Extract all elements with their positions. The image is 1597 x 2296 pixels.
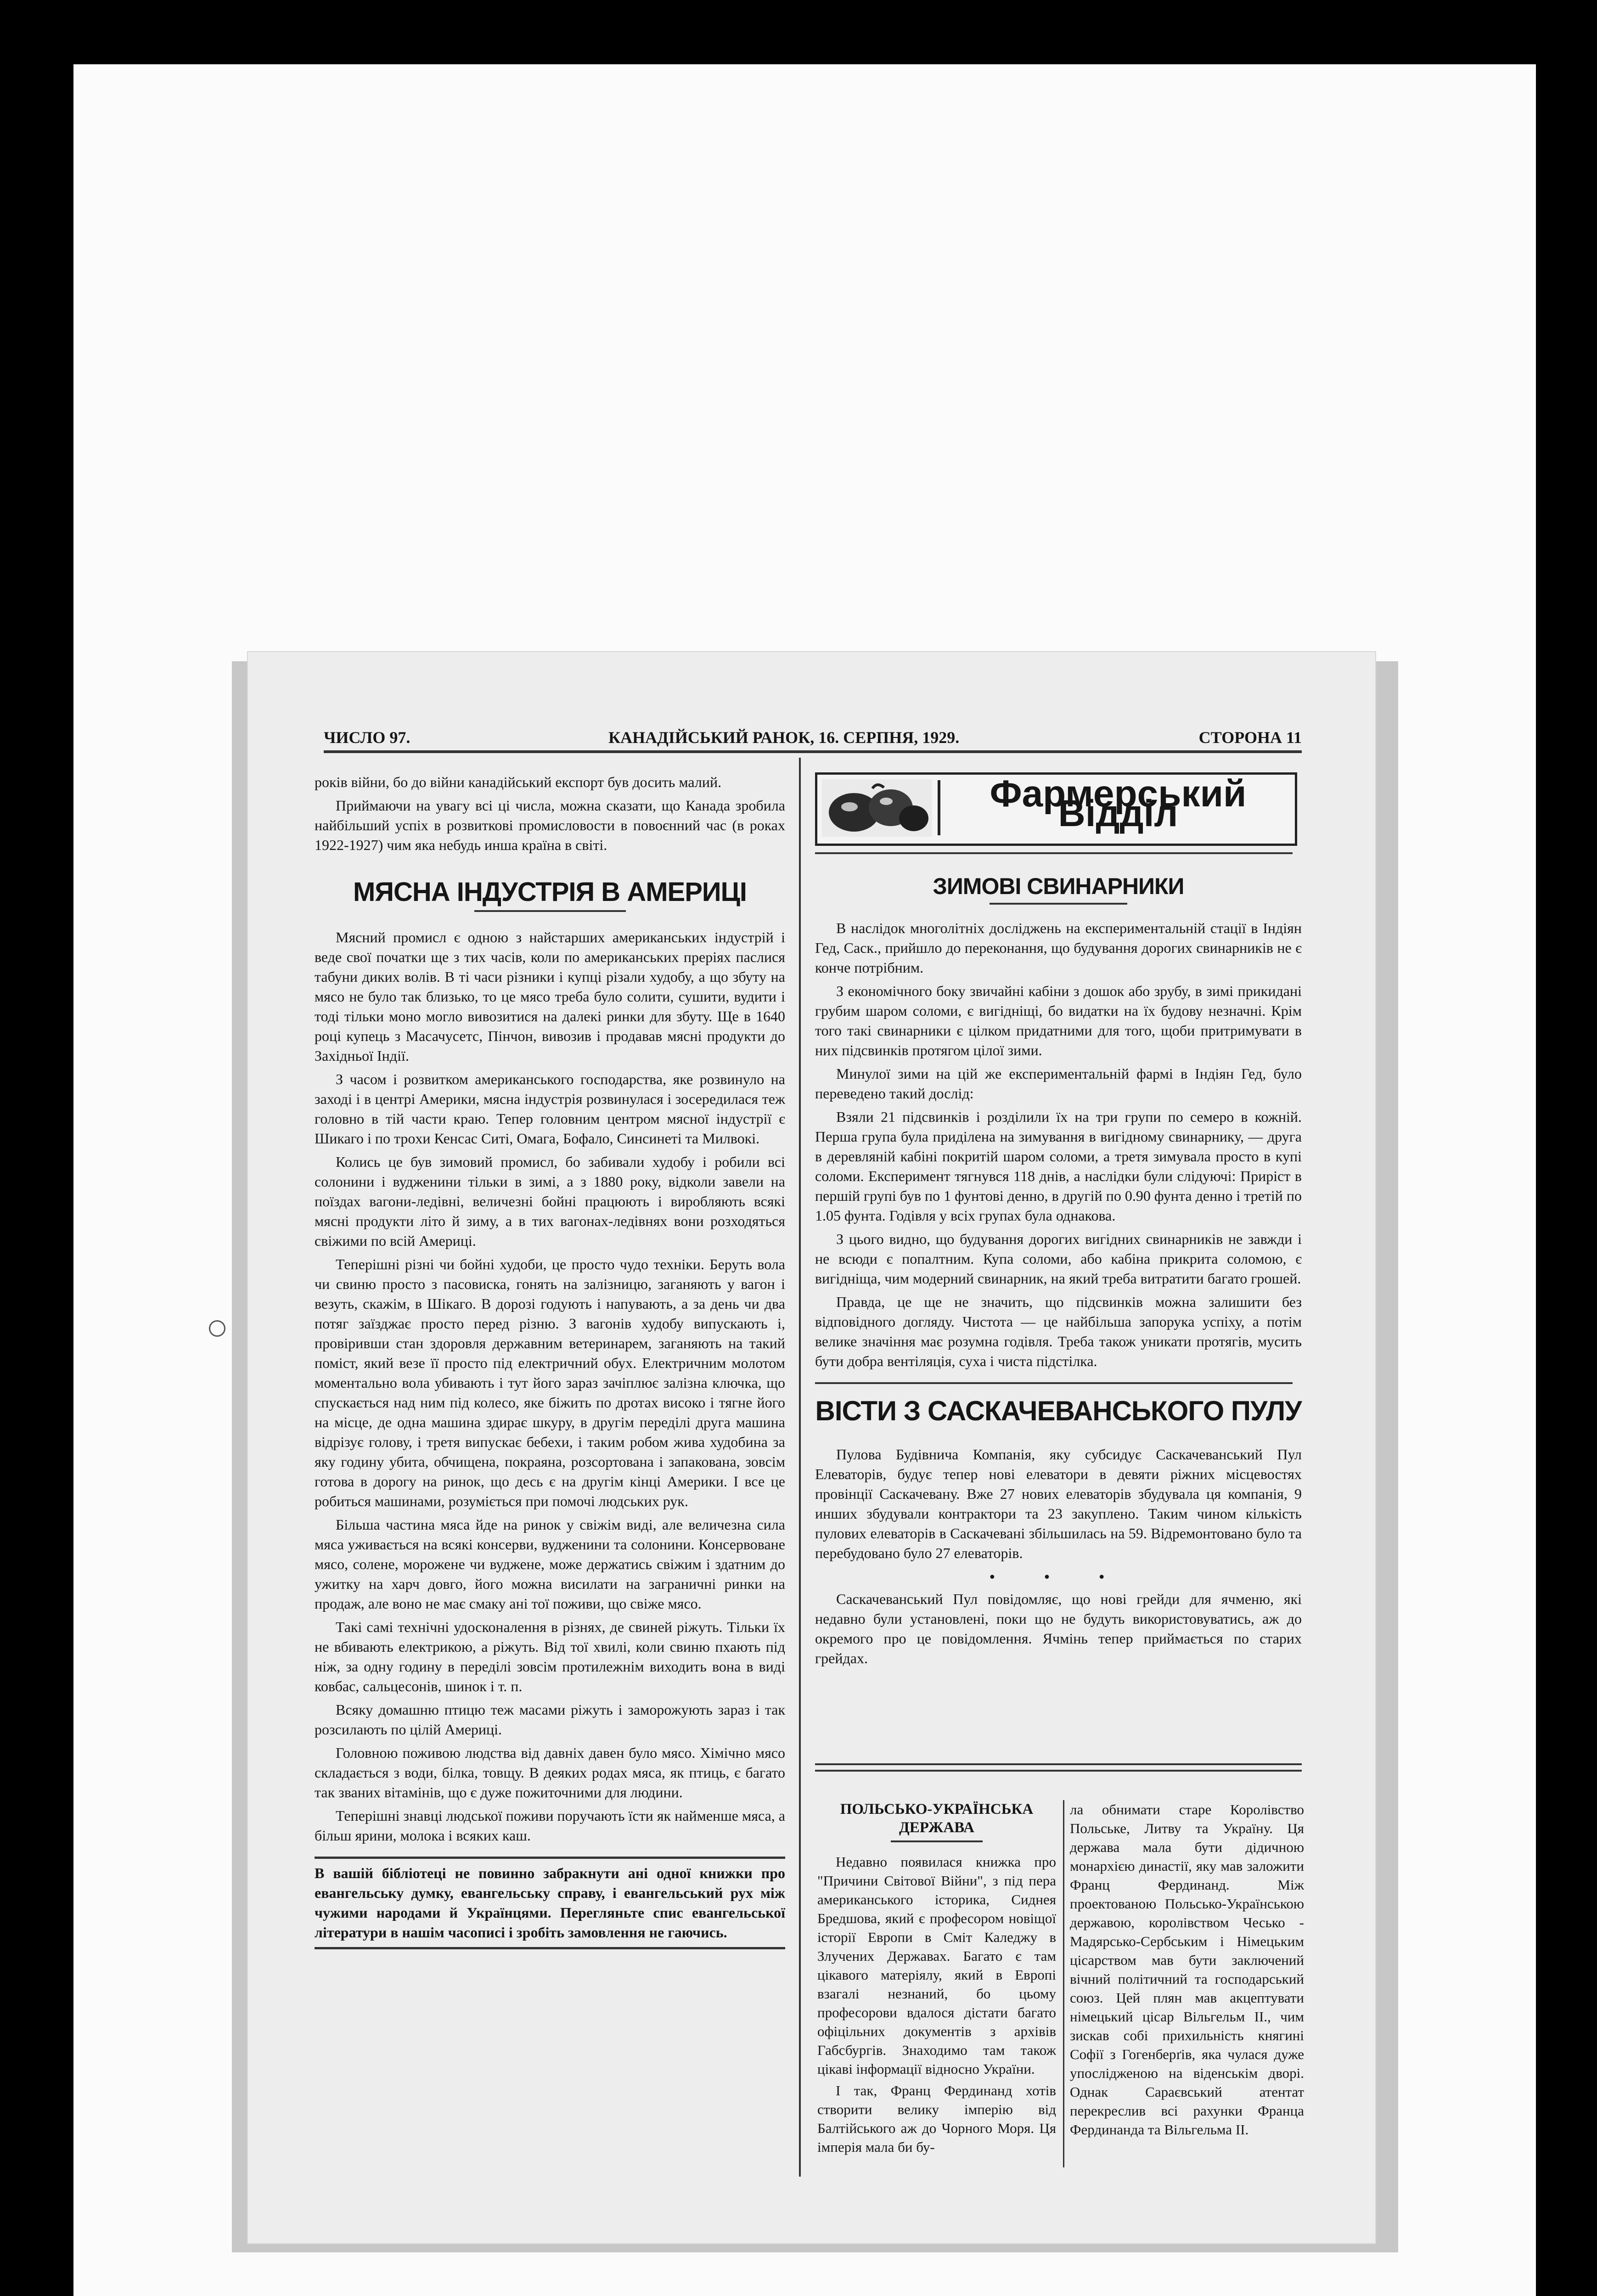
- page-header: [324, 728, 1302, 746]
- margin-mark: [209, 1320, 225, 1337]
- article-title-winter-pigsties: ЗИМОВІ СВИНАРНИКИ: [933, 873, 1184, 899]
- article-title-sask-pool: ВІСТИ З САСКАЧЕВАНСЬКОГО ПУЛУ: [815, 1396, 1302, 1426]
- article-paragraph: Саскачеванський Пул повідомляє, що нові грейди для ячменю, які недавно були установлені, поки що не будуть використовуватись, аж до окремого про це повідомлення. Ячмінь тепер приймається по старих грейдах.: [815, 1591, 1302, 1666]
- left-column: [315, 772, 785, 1949]
- article-paragraph: Всяку домашню птицю теж масами ріжуть і заморожують зараз і так розсилають по цілій Америці.: [315, 1701, 785, 1738]
- paper-title-date: КАНАДІЙСЬКИЙ РАНОК, 16. СЕРПНЯ, 1929.: [608, 728, 960, 747]
- article-paragraph: Більша частина мяса йде на ринок у свіжім виді, але величезна сила мяса уживається на всякі консерви, вудженини та солонини. Консервоване мясо, солене, морожене чи вуджене, може держатись свіжим і здатним до ужитку на харч довго, його можна висилати на заграничні ринки на продаж, але воно не має смаку ані тої поживи, що свіже мясо.: [315, 1516, 785, 1612]
- article-paragraph: Колись це був зимовий промисл, бо забивали худобу і робили всі солонини і вудженини тільки в зимі, а з 1880 року, відколи завели на поїздах вагони-ледівні, величезні бойні працюють і виробляють всякі мясні продукти літо й зиму, а в тих вагонах-ледівнях вони розходяться свіжими по всій Америці.: [315, 1154, 785, 1249]
- article-paragraph: Головною поживою людства від давніх давен було мясо. Хімічно мясо складається з води, білка, товщу. В деяких родах мяса, як птиць, є багато так званих вітамінів, що є дуже пожиточними для людини.: [315, 1745, 785, 1801]
- farmer-section-banner: [815, 772, 1297, 846]
- double-rule: [815, 1763, 1302, 1772]
- title-underline: [891, 1840, 983, 1842]
- article-paragraph: В наслідок многолітніх досліджень на експериментальній стації в Індіян Гед, Саск., прийшло до переконання, що будування дорогих свинарників не є конче потрібним.: [815, 920, 1302, 976]
- newspaper-page: [248, 652, 1375, 2243]
- column-rule: [799, 758, 801, 2177]
- article-paragraph: З цього видно, що будування дорогих вигідних свинарників не завжди і не всюди є попалтним. Купа соломи, або кабіна прикрита соломою, є вигідніща, чим модерний свинарник, на який треба витратити багато грошей.: [815, 1231, 1302, 1287]
- library-notice: В вашій бібліотеці не повинно забракнути ані одної книжки про евангельську думку, евангельську справу, і евангельський рух між чужими народами й Українцями. Перегляньте спис евангельської літератури в нашім часописі і зробіть замовлення не гаючись.: [315, 1857, 785, 1949]
- subcolumn-rule: [1063, 1800, 1064, 2167]
- article-paragraph: Теперішні знавці людської поживи поручають їсти як найменше мяса, а більш ярини, молока і всяких каш.: [315, 1807, 785, 1844]
- polish-ukrainian-article-right: [1070, 1800, 1304, 2139]
- continued-paragraph: років війни, бо до війни канадійський експорт був досить малий.: [315, 774, 722, 790]
- title-underline: [990, 903, 1127, 905]
- article-paragraph: З часом і розвитком американського господарства, яке розвинуло на заході і в центрі Америки, мясна індустрія розвинулася і зосередилася теж головно в тій части краю. Тепер головним центром мясної індустрії є Шикаго і по троxи Кенсас Ситі, Омага, Бофало, Синсинеті та Милвокі.: [315, 1071, 785, 1147]
- section-divider: [815, 1382, 1293, 1384]
- header-rule: [324, 750, 1302, 753]
- section-stars: • • •: [990, 1568, 1127, 1585]
- article-paragraph: І так, Франц Фердинанд хотів створити велику імперію від Балтійського аж до Чорного Моря. Ця імперія мала би бу-: [817, 2082, 1056, 2155]
- vegetables-illustration-icon: [822, 779, 932, 837]
- article-paragraph: Мясний промисл є одною з найстарших американських індустрій і веде свої початки ще з тих часів, коли по американських преріях паслися табуни диких волів. В ті часи різники і купці різали худобу, а що збуту на мясо не було так близько, то це мясо треба було солити, сушити, вудити і тоді тільки мoно могло вивозитися на далекі ринки для збуту. Ще в 1640 році купець з Масачусетс, Пінчон, вивозив і продавав мясні продукти до Західньої Індії.: [315, 929, 785, 1064]
- continued-paragraph-2: Приймаючи на увагу всі ці числа, можна сказати, що Канада зробила найбільший успіх в розвиткові промисловости в повоєнний час (в роках 1922-1927) чим яка небудь инша країна в світі.: [315, 797, 785, 853]
- banner-title: Фармерський Відділ: [990, 773, 1247, 834]
- article-paragraph: Такі самі технічні удосконалення в різнях, де свиней ріжуть. Тільки їх не вбивають електрикою, а ріжуть. Від тої хвилі, коли свиню пхають під ніж, за одну годину в переділі зовсім протилежнім виходить вона в виді ковбас, сальцесонів, шинок і т. п.: [315, 1619, 785, 1694]
- article-paragraph: ла обнимати старе Королівство Польське, Литву та Україну. Ця держава мала бути дідичною монархією династії, яку мав заложити Франц Фердинанд. Між проектованою Польсько-Українською державою, королівством Чесько - Мадярсько-Сербським і Німецьким цісарством мав бути заключений вічний політичний та господарський союз. Цей плян мав акцептувати німецький цісар Вільгельм II., чим зискав собі прихильність княгині Софії з Гогенберґів, яка чулася дуже упослідженою на віденськім дворі. Однак Сараєвський атентат перекреслив всі рахунки Франца Фердинанда та Вільгельма II.: [1070, 1801, 1304, 2138]
- article-paragraph: З економічного боку звичайні кабіни з дошок або зрубу, в зимі прикидані грубим шаром соломи, є вигідніщі, бо видатки на їх будову незначні. Крім того такі свинарники є цілком придатними для того, щоби притримувати в них підсвинків протягом цілої зими.: [815, 983, 1302, 1058]
- article-paragraph: Пулова Будівнича Компанія, яку субсидує Саскачеванський Пул Елеваторів, будує тепер нові елеватори в девяти ріжних місцевостях провінції Саскачевану. Вже 27 нових елеваторів збудувала ця компанія, 9 инших збудували контрактори та 23 закуплено. Таким чином кількість пулових елеваторів в Саскачевані збільшилась на 59. Відремонтовано було та перебудовано було 27 елеваторів.: [815, 1446, 1302, 1561]
- polish-ukrainian-article-left: [817, 1800, 1056, 2159]
- article-paragraph: Правда, це ще не значить, що підсвинків можна залишити без відповідного догляду. Чистота — це найбільша запорука успіху, а потім велике значіння має розумна годівля. Треба також уникати протягів, мусить бути добра вентіляція, суха і чиста підстілка.: [815, 1294, 1302, 1369]
- article-paragraph: Взяли 21 підсвинків і розділили їх на три групи по семеро в кожній. Перша група була приділена на зимування в вигідному свинарнику, — друга в деревляній кабіні покритій шаром соломи, а третя зимувала просто в купі соломи. Експеримент тягнувся 118 днів, а наслідки були слідуючі: Приріст в першій групі був по 1 фунтові денно, в другій по 0.90 фунта денно і третій по 1.05 фунта. Годівля у всіх групах була однакова.: [815, 1109, 1302, 1224]
- article-paragraph: Недавно появилася книжка про "Причини Світової Війни", з під пера американського історика, Сиднея Бредшова, який є професором новіщої історії Европи в Сміт Каледжу в Злучених Державах. Багато є там цікавого матеріялу, який в Европі взагалі незнаний, бо цьому професорови вдалося дістати багато офіцільних документів з архівів Габсбургів. Знаходимо там також цікаві інформації відносно України.: [817, 1854, 1056, 2077]
- title-underline: [474, 910, 626, 912]
- article-title-meat-industry: МЯСНА ІНДУСТРІЯ В АМЕРИЦІ: [353, 877, 747, 907]
- issue-number: ЧИСЛО 97.: [324, 728, 410, 747]
- article-title-polish-ukrainian-state: ПОЛЬСЬКО-УКРАЇНСЬКА ДЕРЖАВА: [840, 1801, 1034, 1836]
- article-paragraph: Минулої зими на цій же експериментальній фармі в Індіян Гед, було переведено такий дослід:: [815, 1065, 1302, 1102]
- banner-separator: [938, 780, 940, 835]
- banner-underline: [815, 846, 1293, 854]
- article-paragraph: Теперішні різні чи бойні худоби, це просто чудо техніки. Беруть вола чи свиню просто з пасовиска, гонять на залізницю, заганяють у вагон і везуть, скажім, в Шікаго. В дорозі годують і напувають, а за день чи два потяг заїзджає просто перед різню. З вагонів худобу випускають і, провіривши стан здоровля державним ветеринарем, заганяють на такий поміст, який везе її просто під електричний обух. Електричним молотом моментально вола убивають і тут його зараз зачіплює залізна ключка, що спускається над ним під колесо, яке біжить по дротах високо і тягне його на місце, де одна машина здирає шкуру, в другім переділі друга машина відрізує голову, і третя випускає бебехи, і таким робом жива худобина за яку годину убита, обчищена, покраяна, розсортована і запакована, зовсім готова в дорогу на ринок, що десь є на другім кінці Америки. І все це робиться машинами, розуміється при помочі людських рук.: [315, 1256, 785, 1509]
- page-number: СТОРОНА 11: [1198, 728, 1302, 747]
- right-column: [815, 772, 1302, 1672]
